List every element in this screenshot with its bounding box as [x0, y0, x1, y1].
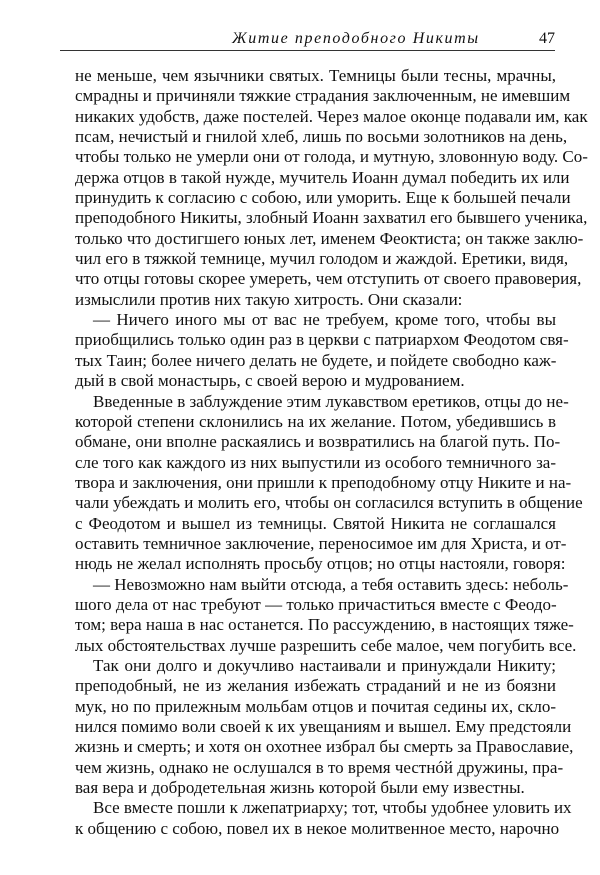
page-number: 47 — [539, 30, 555, 47]
text-line: мук, но по прилежным мольбам отцов и почитая седины их, скло- — [75, 696, 556, 716]
text-line: дый в свой монастырь, с своей верою и мудрованием. — [75, 371, 465, 391]
text-line: принудить к согласию с собою, или уморить. Еще к большей печали — [75, 188, 571, 208]
text-line: чтобы только не умерли они от голода, и мутную, зловонную воду. Со- — [75, 147, 588, 167]
text-line: тых Таин; более ничего делать не будете, и пойдете свободно каж- — [75, 350, 557, 370]
text-line: сле того как каждого из них выпустили из особого темничного за- — [75, 452, 556, 472]
text-line: Так они долго и докучливо настаивали и принуждали Никиту; — [93, 655, 556, 675]
text-line: шого дела от нас требуют — только причаститься вместе с Феодо- — [75, 594, 557, 614]
text-line: обмане, они вполне раскаялись и возвратились на благой путь. По- — [75, 432, 561, 452]
text-line: чали убеждать и молить его, чтобы он согласился вступить в общение — [75, 493, 583, 513]
text-line: не меньше, чем язычники святых. Темницы были тесны, мрачны, — [75, 66, 556, 85]
text-line: Все вместе пошли к лжепатриарху; тот, чтобы удобнее уловить их — [93, 798, 572, 818]
text-line: нился помимо воли своей к их увещаниям и вышел. Ему предстояли — [75, 717, 572, 736]
running-header — [60, 28, 555, 51]
text-line: оставить темничное заключение, переносимое им для Христа, и от- — [75, 533, 567, 553]
text-line: преподобный, не из желания избежать страданий и не из боязни — [75, 676, 556, 696]
text-line: преподобного Никиты, злобный Иоанн захватил его бывшего ученика, — [75, 208, 588, 228]
text-line: которой степени склонились на их желание. Потом, убедившись в — [75, 411, 556, 431]
text-line: держа отцов в такой нужде, мучитель Иоанн думал победить их или — [75, 167, 570, 187]
text-line: — Невозможно нам выйти отсюда, а тебя оставить здесь: неболь- — [93, 574, 569, 594]
text-line: том; вера наша в нас останется. По рассуждению, в настоящих тяже- — [75, 615, 574, 635]
text-line: приобщились только один раз в церкви с патриархом Феодотом свя- — [75, 330, 569, 350]
text-line: измыслили против них такую хитрость. Они сказали: — [75, 289, 463, 309]
running-title: Житие преподобного Никиты — [232, 30, 480, 47]
text-line: нюдь не желал исполнять просьбу отцов; но отцы настояли, говоря: — [75, 554, 566, 574]
text-line: чем жизнь, однако не ослушался в то время честнóй дружины, пра- — [75, 757, 564, 777]
body-text — [75, 66, 588, 839]
text-line: твора и заключения, они пришли к преподобному отцу Никите и на- — [75, 472, 572, 492]
text-line: что отцы готовы скорее умереть, чем отступить от своего правоверия, — [75, 269, 582, 289]
text-line: Введенные в заблуждение этим лукавством еретиков, отцы до не- — [93, 391, 569, 411]
text-line: смрадны и причиняли тяжкие страдания заключенным, не имевшим — [75, 86, 571, 106]
text-line: к общению с собою, повел их в некое молитвенное место, нарочно — [75, 818, 560, 838]
text-line: с Феодотом и вышел из темницы. Святой Никита не соглашался — [75, 513, 556, 533]
text-line: лых обстоятельствах лучше разрешить себе малое, чем погубить все. — [75, 635, 577, 655]
text-line: псам, нечистый и гнилой хлеб, лишь по восьми золотников на день, — [75, 127, 568, 147]
text-line: чил его в тяжкой темнице, мучил голодом и жаждой. Еретики, видя, — [75, 249, 569, 269]
text-line: — Ничего иного мы от вас не требуем, кроме того, чтобы вы — [93, 310, 556, 330]
text-line: только что достигшего юных лет, именем Феоктиста; он также заклю- — [75, 228, 584, 248]
text-line: никаких удобств, даже постелей. Через малое оконце подавали им, как — [75, 106, 588, 126]
text-line: вая вера и добродетельная жизнь которой были ему известны. — [75, 778, 525, 798]
text-line: жизнь и смерть; и хотя он охотнее избрал бы смерть за Православие, — [75, 737, 574, 757]
